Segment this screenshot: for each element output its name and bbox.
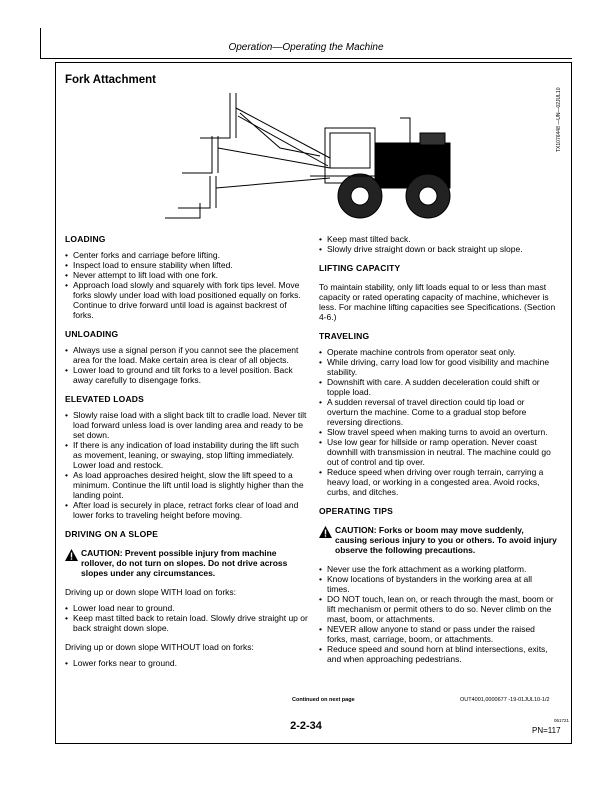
right-column (319, 234, 557, 664)
warning-icon (65, 549, 78, 561)
traveling-heading: TRAVELING (319, 331, 370, 341)
list-item: • Use low gear for hillside or ramp operation. Never coast downhill with transmission in neutral. The machine could go out of control and tip over. (319, 437, 557, 467)
running-header: Operation—Operating the Machine (228, 42, 384, 53)
without-load-list (65, 658, 308, 668)
list-item: • Reduce speed and sound horn at blind intersections, exits, and when approaching pedestrians. (319, 644, 557, 664)
list-item: • Lower load to ground and tilt forks to a level position. Back away carefully to disengage forks. (65, 365, 308, 385)
lifting-capacity-text: To maintain stability, only lift loads equal to or less than mast capacity or rated operating capacity of machine, whichever is less. For machine lifting capacities see Specifications. (Section 4-6.) (319, 282, 556, 322)
list-item: • Never attempt to lift load with one fork. (65, 270, 308, 280)
list-item: • As load approaches desired height, slow the lift speed to a minimum. Continue the lift until load is slightly higher than the landing point. (65, 470, 308, 500)
list-item: • Keep mast tilted back to retain load. Slowly drive straight up or back straight down slope. (65, 613, 308, 633)
lifting-capacity-heading: LIFTING CAPACITY (319, 263, 401, 273)
page-number: 2-2-34 (290, 720, 322, 732)
list-item: • Know locations of bystanders in the working area at all times. (319, 574, 557, 594)
list-item: • Slow travel speed when making turns to avoid an overturn. (319, 427, 557, 437)
slope-caution (65, 548, 308, 578)
wheel-loader-fork-illustration (160, 88, 550, 230)
left-column (65, 234, 308, 668)
without-load-intro: Driving up or down slope WITHOUT load on forks: (65, 642, 254, 652)
header-rule (40, 58, 572, 59)
section-title: Fork Attachment (65, 74, 156, 86)
tips-caution (319, 525, 557, 555)
list-item: • Always use a signal person if you cannot see the placement area for the load. Make certain area is clear of all objects. (65, 345, 308, 365)
list-item: • A sudden reversal of travel direction could tip load or overturn the machine. Come to a gradual stop before reversing directions. (319, 397, 557, 427)
left-margin-rule (40, 28, 41, 58)
document-id: OUT4001,0000677 -19-01JUL10-1/2 (460, 697, 550, 703)
list-item: • Lower load near to ground. (65, 603, 308, 613)
print-code: 061721 (554, 718, 570, 723)
list-item: • After load is securely in place, retract forks clear of load and lower forks to traveling height before moving. (65, 500, 308, 520)
list-item: • Never use the fork attachment as a working platform. (319, 564, 557, 574)
list-item: • Slowly drive straight down or back straight up slope. (319, 244, 557, 254)
list-item: • Reduce speed when driving over rough terrain, carrying a heavy load, or working in a congested area. Avoid rocks, curbs, and ditches. (319, 467, 557, 497)
caution-text: CAUTION: Forks or boom may move suddenly, causing serious injury to you or others. To avoid injury observe the following precautions. (335, 525, 557, 555)
with-load-list (65, 603, 308, 633)
elevated-loads-list (65, 410, 308, 520)
slope-continued-list (319, 234, 557, 254)
caution-text: CAUTION: Prevent possible injury from machine rollover, do not turn on slopes. Do not drive across slopes under any circumstances. (81, 548, 288, 578)
driving-slope-heading: DRIVING ON A SLOPE (65, 529, 159, 539)
list-item: • NEVER allow anyone to stand or pass under the raised forks, mast, carriage, boom, or attachments. (319, 624, 557, 644)
list-item: • While driving, carry load low for good visibility and machine stability. (319, 357, 557, 377)
operating-tips-heading: OPERATING TIPS (319, 506, 393, 516)
figure-id: TX1076448 —UN—02JUL10 (556, 87, 562, 152)
traveling-list (319, 347, 557, 497)
list-item: • Inspect load to ensure stability when lifted. (65, 260, 308, 270)
unloading-list (65, 345, 308, 385)
list-item: • DO NOT touch, lean on, or reach through the mast, boom or lift mechanism or permit others to do so. Never climb on the mast, boom, or attachments. (319, 594, 557, 624)
loading-heading: LOADING (65, 234, 106, 244)
pn-number: PN=117 (532, 726, 561, 735)
warning-icon (319, 526, 332, 538)
list-item: • Downshift with care. A sudden deceleration could shift or topple load. (319, 377, 557, 397)
unloading-heading: UNLOADING (65, 329, 119, 339)
list-item: • Operate machine controls from operator seat only. (319, 347, 557, 357)
list-item: • Approach load slowly and squarely with fork tips level. Move forks slowly under load with load positioned equally on forks. Continue to drive forward until load is against backrest of forks. (65, 280, 308, 320)
list-item: • Slowly raise load with a slight back tilt to cradle load. Never tilt load forward unless load is over landing area and ready to be set down. (65, 410, 308, 440)
list-item: • If there is any indication of load instability during the lift such as movement, leaning, or swaying, stop lifting immediately. Lower load and restock. (65, 440, 308, 470)
list-item: • Keep mast tilted back. (319, 234, 557, 244)
list-item: • Center forks and carriage before lifting. (65, 250, 308, 260)
continued-note: Continued on next page (292, 697, 355, 703)
operating-tips-list (319, 564, 557, 664)
loading-list (65, 250, 308, 320)
elevated-loads-heading: ELEVATED LOADS (65, 394, 144, 404)
with-load-intro: Driving up or down slope WITH load on forks: (65, 587, 237, 597)
list-item: • Lower forks near to ground. (65, 658, 308, 668)
